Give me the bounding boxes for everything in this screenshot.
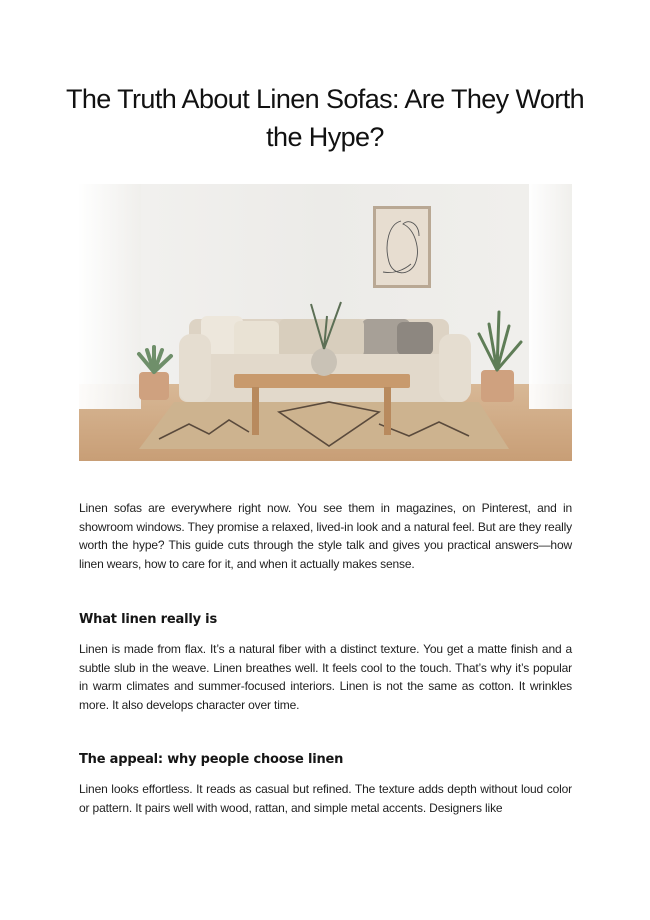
article-title: The Truth About Linen Sofas: Are They Worth the Hype? (65, 84, 585, 152)
section-body-appeal: Linen looks effortless. It reads as casual but refined. The texture adds depth without loud color or pattern. It pairs well with wood, rattan, and simple metal accents. Designers like (79, 782, 572, 815)
intro-paragraph: Linen sofas are everywhere right now. You see them in magazines, on Pinterest, and in showroom windows. They promise a relaxed, lived-in look and a natural feel. But are they really worth the hype? This guide cuts through the style talk and gives you practical answers—how linen wears, how to care for it, and when it actually makes sense. (79, 501, 572, 571)
photo-image-icon (79, 184, 572, 461)
section-heading-what-linen-is: What linen really is (79, 612, 217, 627)
section-body-what-linen-is: Linen is made from flax. It’s a natural fiber with a distinct texture. You get a matte finish and a subtle slub in the weave. Linen breathes well. It feels cool to the touch. That’s why it’s popular in warm climates and summer-focused interiors. Linen is not the same as cotton. It wrinkles more. It also develops character over time. (79, 642, 572, 712)
section-heading-appeal: The appeal: why people choose linen (79, 752, 344, 767)
hero-image (79, 184, 572, 461)
